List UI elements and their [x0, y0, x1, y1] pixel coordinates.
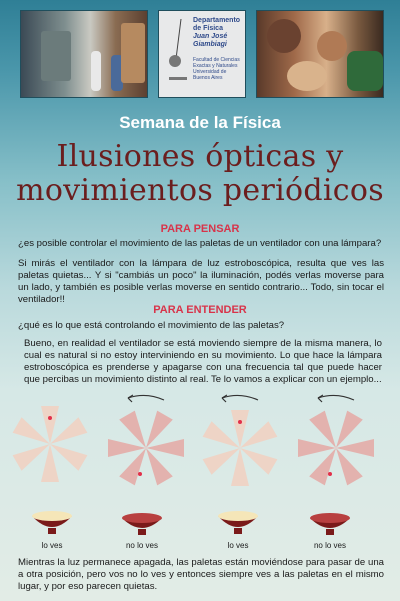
caption-3: lo ves: [227, 541, 249, 550]
banner-title: Semana de la Física: [119, 113, 281, 132]
lamp-on-icon-2: [216, 510, 260, 538]
fan-diagram-4: [288, 392, 384, 502]
paragraph-1: Si mirás el ventilador con la lámpara de luz estroboscópica, resulta que ves las paletas quietas... Y si "cambiás un poco" la iluminación, podés verlas moverse para un lado, y también es posible verlas moverse en sentido contrario... Todo, sin tocar el ventilador!!: [18, 258, 384, 305]
students-photo: [256, 10, 384, 98]
caption-2: no lo ves: [125, 541, 159, 550]
lamp-off-icon-1: [120, 512, 164, 538]
fan-diagram-1: [2, 392, 98, 502]
pendulum-icon: [165, 17, 191, 87]
logo-faculty: Facultad de Ciencias Exactas y Naturales Universidad de Buenos Aires: [193, 57, 240, 81]
paragraph-2: Bueno, en realidad el ventilador se está moviendo siempre de la misma manera, lo cual es natural si no estoy interviniendo en su movimiento. Lo que hace la lámpara estroboscópica es prenderse y apagarse con una frecuencia tal que puede hacer que percibas un movimiento distinto al real. Te lo vamos a explicar con un ejemplo...: [24, 338, 382, 385]
section-heading-para-entender: PARA ENTENDER: [153, 304, 247, 316]
lamp-on-icon-1: [30, 510, 74, 538]
hallway-photo: [20, 10, 148, 98]
fan-diagram-3: [192, 392, 288, 502]
lamp-off-icon-2: [308, 512, 352, 538]
section-heading-para-pensar: PARA PENSAR: [160, 223, 240, 235]
title-line-1: Ilusiones ópticas y: [56, 139, 344, 174]
department-logo: [158, 10, 246, 98]
question-2: ¿qué es lo que está controlando el movimiento de las paletas?: [18, 320, 285, 331]
logo-department: Departamento de Física: [193, 17, 241, 32]
caption-1: lo ves: [41, 541, 63, 550]
title-line-2: movimientos periódicos: [16, 173, 384, 208]
fan-diagram-2: [98, 392, 194, 502]
question-1: ¿es posible controlar el movimiento de las paletas de un ventilador con una lámpara?: [18, 238, 382, 249]
logo-name: Juan José Giambiagi: [193, 33, 228, 48]
page-title: [0, 140, 400, 208]
caption-4: no lo ves: [313, 541, 347, 550]
footer-paragraph: Mientras la luz permanece apagada, las paletas están moviéndose para pasar de una a otra posición, pero vos no lo ves y entonces siempre ves a las paletas en el mismo lugar, y por eso parecen quietas.: [18, 557, 384, 592]
